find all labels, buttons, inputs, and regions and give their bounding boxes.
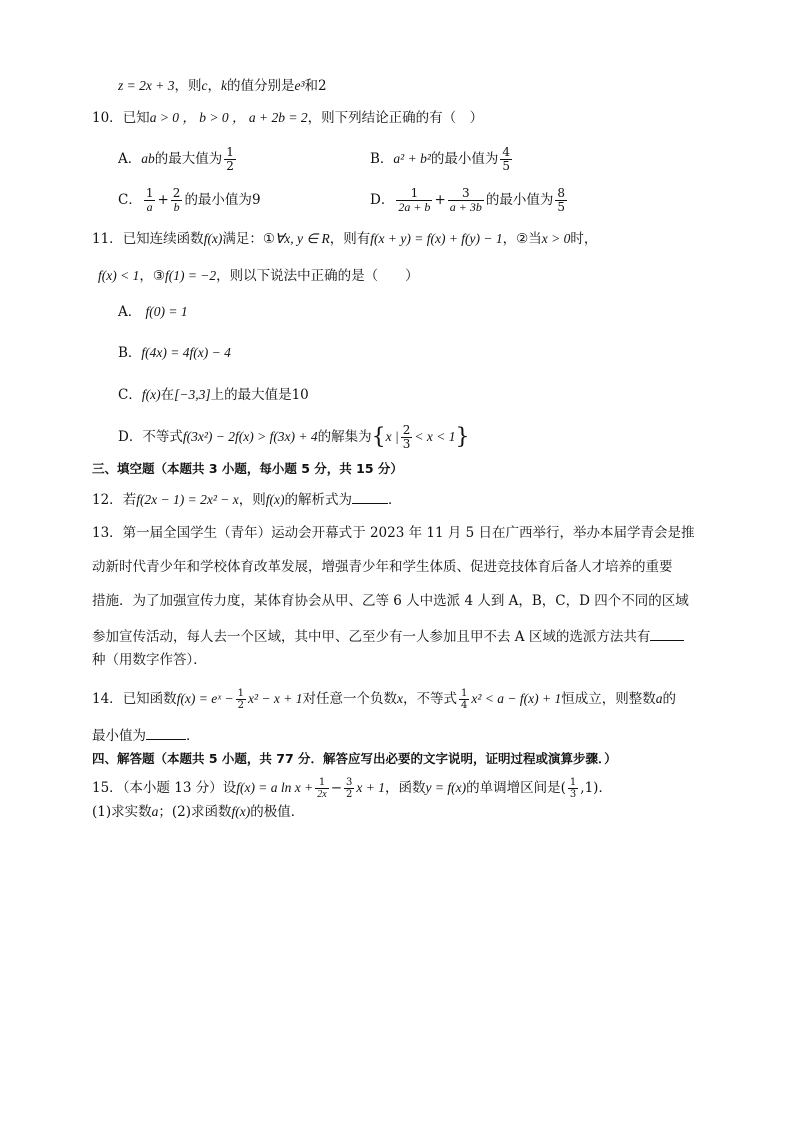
fraction: $\frac{1}{2x}$ [317, 777, 327, 800]
q10-option-b: B．a² + b²的最小值为 $\frac{4}{5}$ [370, 145, 511, 173]
fraction: $\frac{3}{2}$ [346, 777, 353, 800]
fraction: $\frac{2}{3}$ [402, 423, 411, 451]
q11-option-a: A． f(0) = 1 [118, 304, 188, 320]
fraction: $\frac{4}{5}$ [502, 145, 511, 173]
q10-option-a: A．ab的最大值为 $\frac{1}{2}$ [118, 145, 234, 173]
fraction: $\frac{1}{2a + b}$ [398, 186, 431, 214]
q11-stem-line1: 11．已知连续函数f(x)满足：①∀x, y ∈ R，则有f(x + y) = f(x) + f(y) − 1，②当x > 0时， [92, 231, 598, 247]
q13-line2: 动新时代青少年和学校体育改革发展，增强青少年和学生体质、促进竞技体育后备人才培养的重要 [92, 559, 673, 575]
q10-option-d: D． $\frac{1}{2a + b}$ + $\frac{3}{a + 3b}$ 的最小值为 $\frac{8}{5}$ [370, 186, 565, 214]
q13-line4: 参加宣传活动，每人去一个区域，其中甲、乙至少有一人参加且甲不去 A 区域的选派方法共有 [92, 626, 684, 646]
q14-line2: 最小值为 ． [92, 725, 200, 745]
section-fill-in-heading: 三、填空题（本题共 3 小题，每小题 5 分，共 15 分） [92, 461, 403, 476]
fraction: $\frac{3}{a + 3b}$ [449, 186, 482, 214]
prev-option-continuation: z = 2x + 3，则c，k的值分别是e³和2 [118, 78, 327, 94]
q15-line2: (1)求实数a；(2)求函数f(x)的极值． [92, 804, 305, 820]
fraction: $\frac{1}{a}$ [145, 186, 154, 214]
fraction: $\frac{1}{4}$ [460, 688, 468, 711]
fraction: $\frac{1}{3}$ [569, 777, 577, 800]
answer-blank[interactable] [352, 489, 388, 504]
q13-line1: 13．第一届全国学生（青年）运动会开幕式于 2023 年 11 月 5 日在广西举行，举办本届学青会是推 [92, 525, 695, 541]
fraction: $\frac{8}{5}$ [557, 186, 565, 214]
answer-blank[interactable] [650, 626, 684, 641]
q10-option-c: C． $\frac{1}{a}$ + $\frac{2}{b}$ 的最小值为9 [118, 186, 261, 214]
q15-line1: 15．（本小题 13 分）设f(x) = a ln x + $\frac{1}{2x}$ − $\frac{3}{2}$ x + 1，函数y = f(x)的单调增区间是( $\frac{1}{3}$ ,1)． [92, 777, 612, 800]
section-solution-heading: 四、解答题（本题共 5 小题，共 77 分．解答应写出必要的文字说明，证明过程或演算步骤．） [92, 751, 617, 766]
q14-line1: 14．已知函数f(x) = eˣ − $\frac{1}{2}$ x² − x + 1对任意一个负数x，不等式 $\frac{1}{4}$ x² < a − f(x) + 1恒成立，则整数a的 [92, 688, 676, 711]
q11-option-b: B．f(4x) = 4f(x) − 4 [118, 345, 231, 361]
answer-blank[interactable] [146, 725, 186, 740]
q13-line5: 种（用数字作答）． [92, 652, 207, 668]
q13-line3: 措施．为了加强宣传力度，某体育协会从甲、乙等 6 人中选派 4 人到 A，B，C，D 四个不同的区域 [92, 593, 689, 609]
q11-stem-line2: f(x) < 1，③f(1) = −2，则以下说法中正确的是（ ） [98, 268, 419, 284]
q12: 12．若f(2x − 1) = 2x² − x，则f(x)的解析式为 ． [92, 489, 402, 509]
fraction: $\frac{2}{b}$ [172, 186, 181, 214]
fraction: $\frac{1}{2}$ [226, 145, 234, 173]
fraction: $\frac{1}{2}$ [237, 688, 244, 711]
q11-option-d: D．不等式f(3x²) − 2f(x) > f(3x) + 4的解集为{x | $\frac{2}{3}$ < x < 1} [118, 423, 470, 451]
q10-stem: 10．已知a > 0 ， b > 0 ， a + 2b = 2，则下列结论正确的有（ ） [92, 110, 484, 126]
q11-option-c: C．f(x)在[−3,3]上的最大值是10 [118, 387, 309, 403]
